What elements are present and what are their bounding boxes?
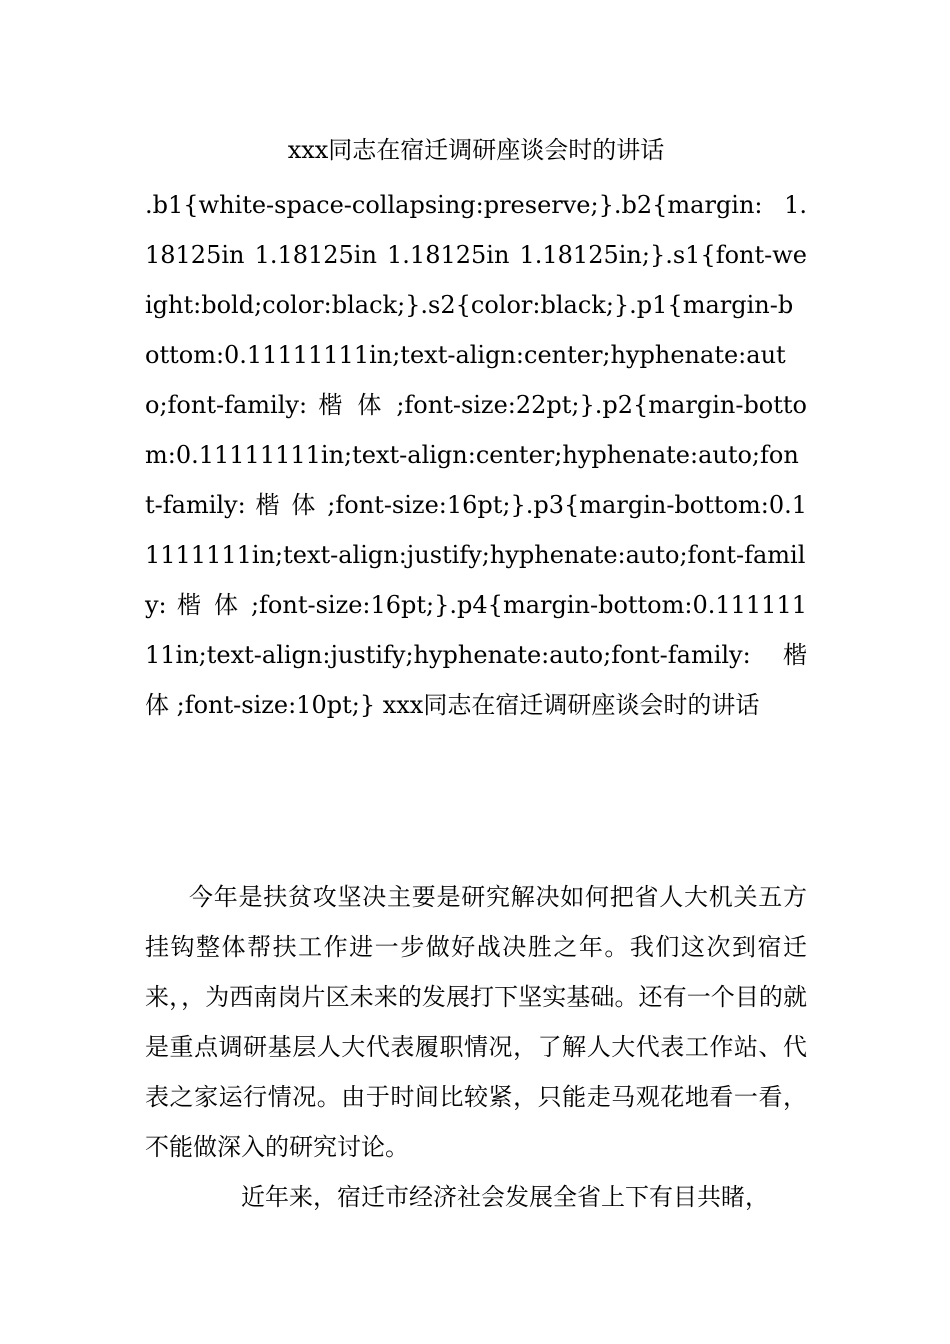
- document-title: xxx同志在宿迁调研座谈会时的讲话: [287, 136, 665, 164]
- css-text-block: .b1{white-space-collapsing:preserve;}.b2{margin: 1.18125in 1.18125in 1.18125in 1.18125in;}.s1{font-weight:bold;color:black;}.s2{color:black;}.p1{margin-bottom:0.11111111in;text-align:center;hyphenate:auto;font-family: 楷 体 ;font-size:22pt;}.p2{margin-bottom:0.11111111in;text-align:center;hyphenate:auto;font-family: 楷 体 ;font-size:16pt;}.p3{margin-bottom:0.11111111in;text-align:justify;hyphenate:auto;font-family: 楷 体 ;font-size:16pt;}.p4{margin-bottom:0.11111111in;text-align:justify;hyphenate:auto;font-family: 楷 体 ;font-size:10pt;} xxx同志在宿迁调研座谈会时的讲话: [145, 191, 807, 719]
- body-paragraph: 今年是扶贫攻坚决主要是研究解决如何把省人大机关五方挂钩整体帮扶工作进一步做好战决胜之年。我们这次到宿迁来，，为西南岗片区未来的发展打下坚实基础。还有一个目的就是重点调研基层人大代表履职情况，了解人大代表工作站、代表之家运行情况。由于时间比较紧，只能走马观花地看一看，不能做深入的研究讨论。: [145, 883, 807, 1161]
- body-paragraph: 近年来，宿迁市经济社会发展全省上下有目共睹，: [241, 1183, 769, 1211]
